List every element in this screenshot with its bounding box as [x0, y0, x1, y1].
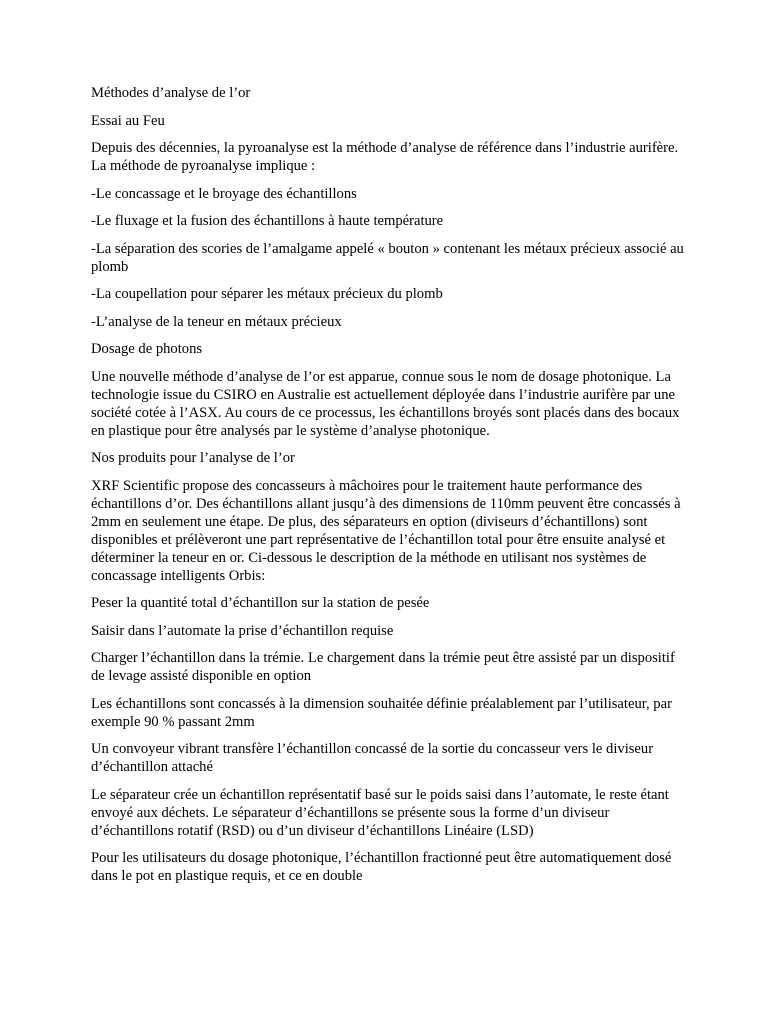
step-divide: Le séparateur crée un échantillon représentatif basé sur le poids saisi dans l’automate, le reste étant envoyé aux déchets. Le séparateur d’échantillons se présente sous la forme d’un diviseur d’échantillons rotatif (RSD) ou d’un diviseur d’échantillons Linéaire (LSD)	[91, 786, 669, 839]
paragraph-products: XRF Scientific propose des concasseurs à mâchoires pour le traitement haute performance des échantillons d’or. Des échantillons allant jusqu’à des dimensions de 110mm peuvent être concassés à 2mm en seulement une étape. De plus, des séparateurs en option (diviseurs d’échantillons) sont disponibles et prélèveront une part représentative de l’échantillon total pour être ensuite analysé et déterminer la teneur en or. Ci-dessous le description de la méthode en utilisant nos systèmes de concassage intelligents Orbis:	[91, 477, 681, 584]
list-item-analysis: -L’analyse de la teneur en métaux précieux	[91, 313, 342, 330]
document-page	[91, 84, 691, 895]
section-heading-photon-assay: Dosage de photons	[91, 341, 203, 357]
section-heading-products: Nos produits pour l’analyse de l’or	[91, 450, 295, 466]
step-crush: Les échantillons sont concassés à la dimension souhaitée définie préalablement par l’utilisateur, par exemple 90 % passant 2mm	[91, 695, 672, 730]
paragraph-fire-assay-intro: Depuis des décennies, la pyroanalyse est la méthode d’analyse de référence dans l’industrie aurifère. La méthode de pyroanalyse implique :	[91, 140, 679, 174]
paragraph-photon-assay: Une nouvelle méthode d’analyse de l’or est apparue, connue sous le nom de dosage photonique. La technologie issue du CSIRO en Australie est actuellement déployée dans l’industrie aurifère par une société cotée à l’ASX. Au cours de ce processus, les échantillons broyés sont placés dans des bocaux en plastique pour être analysés par le système d’analyse photonique.	[91, 368, 680, 439]
list-item-separation: -La séparation des scories de l’amalgame appelé « bouton » contenant les métaux précieux associé au plomb	[91, 240, 684, 275]
section-heading-fire-assay: Essai au Feu	[91, 112, 165, 129]
list-item-fluxing: -Le fluxage et la fusion des échantillons à haute température	[91, 213, 444, 229]
document-title: Méthodes d’analyse de l’or	[91, 85, 251, 101]
step-weigh: Peser la quantité total d’échantillon sur la station de pesée	[91, 595, 430, 611]
list-item-crushing: -Le concassage et le broyage des échantillons	[91, 185, 357, 202]
step-convey: Un convoyeur vibrant transfère l’échantillon concassé de la sortie du concasseur vers le diviseur d’échantillon attaché	[91, 741, 654, 775]
list-item-cupellation: -La coupellation pour séparer les métaux précieux du plomb	[91, 286, 443, 302]
step-input: Saisir dans l’automate la prise d’échantillon requise	[91, 622, 394, 639]
step-photon-dosing: Pour les utilisateurs du dosage photonique, l’échantillon fractionné peut être automatiquement dosé dans le pot en plastique requis, et ce en double	[91, 850, 672, 884]
step-load: Charger l’échantillon dans la trémie. Le chargement dans la trémie peut être assisté par un dispositif de levage assisté disponible en option	[91, 650, 675, 684]
